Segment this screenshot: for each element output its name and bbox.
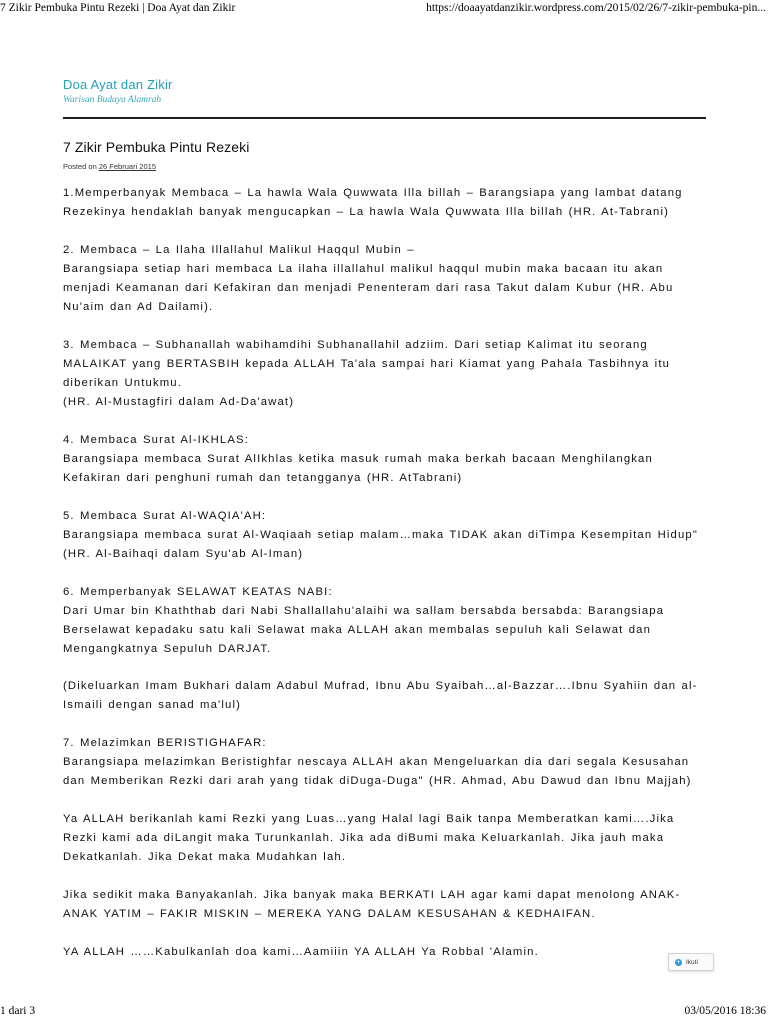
paragraph-line: 5. Membaca Surat Al-WAQIA'AH: [63,510,267,522]
post-paragraph: Jika sedikit maka Banyakanlah. Jika banyak maka BERKATI LAH agar kami dapat menolong ANAK-ANAK YATIM – FAKIR MISKIN – MEREKA YANG DALAM KESUSAHAN & KEDHAIFAN. [63,889,681,920]
post-paragraph: YA ALLAH ……Kabulkanlah doa kami…Aamiiin YA ALLAH Ya Robbal 'Alamin. [63,946,539,958]
post-meta [63,162,713,171]
post-paragraph: Ya ALLAH berikanlah kami Rezki yang Luas…yang Halal lagi Baik tanpa Memberatkan kami….Jika Rezki kami ada diLangit maka Turunkanlah. Jika ada diBumi maka Keluarkanlah. Jika jauh maka Dekatkanlah. Jika Dekat maka Mudahkan lah. [63,813,675,863]
posted-on-label: Posted on [63,162,97,171]
paragraph-line: Barangsiapa membaca surat Al-Waqiaah setiap malam…maka TIDAK akan diTimpa Kesempitan Hidup" (HR. Al-Baihaqi dalam Syu'ab Al-Iman) [63,529,699,560]
paragraph-line: 3. Membaca – Subhanallah wabihamdihi Subhanallahil adziim. Dari setiap Kalimat itu seorang MALAIKAT yang BERTASBIH kepada ALLAH Ta'ala sampai hari Kiamat yang Pahala Tasbihnya itu diberikan Untukmu. [63,339,671,389]
post-article [63,139,713,981]
post-paragraph: (Dikeluarkan Imam Bukhari dalam Adabul Mufrad, Ibnu Abu Syaibah…al-Bazzar….Ibnu Syahiin dan al-Ismaili dengan sanad ma'lul) [63,680,698,711]
post-paragraph [63,241,713,317]
paragraph-line: 6. Memperbanyak SELAWAT KEATAS NABI: [63,586,333,598]
post-title: 7 Zikir Pembuka Pintu Rezeki [63,139,250,155]
print-footer [0,1005,768,1023]
post-paragraph: 1.Memperbanyak Membaca – La hawla Wala Quwwata Illa billah – Barangsiapa yang lambat datang Rezekinya hendaklah banyak mengucapkan – La hawla Wala Quwwata Illa billah (HR. At-Tabrani) [63,187,683,218]
paragraph-line: Barangsiapa melazimkan Beristighfar nescaya ALLAH akan Mengeluarkan dia dari segala Kesusahan dan Memberikan Rezki dari arah yang tidak diDuga-Duga" (HR. Ahmad, Abu Dawud dan Ibnu Majjah) [63,756,692,787]
site-tagline: Warisan Budaya Alamrah [63,95,162,105]
paragraph-line: Dari Umar bin Khaththab dari Nabi Shallallahu'alaihi wa sallam bersabda bersabda: Barangsiapa Berselawat kepadaku satu kali Selawat maka ALLAH akan membalas sepuluh kali Selawat dan Mengangkatnya Sepuluh DARJAT. [63,605,665,655]
post-date-link[interactable]: 26 Februari 2015 [98,162,156,171]
post-paragraph [63,336,713,412]
paragraph-line: 2. Membaca – La Ilaha Illallahul Malikul Haqqul Mubin – [63,244,415,256]
post-content [63,184,713,962]
paragraph-line: 4. Membaca Surat Al-IKHLAS: [63,434,249,446]
post-paragraph [63,431,713,488]
print-header [0,0,768,18]
print-url: https://doaayatdanzikir.wordpress.com/2015/02/26/7-zikir-pembuka-pin... [426,2,766,14]
follow-label: Ikuti [686,958,698,966]
paragraph-line: Barangsiapa membaca Surat AlIkhlas ketika masuk rumah maka berkah bacaan Menghilangkan Kefakiran dari penghuni rumah dan tetangganya (HR. AtTabrani) [63,453,653,484]
post-paragraph [63,583,713,659]
follow-button[interactable] [668,953,714,971]
site-title-link[interactable]: Doa Ayat dan Zikir [63,77,173,92]
paragraph-line: (HR. Al-Mustagfiri dalam Ad-Da'awat) [63,396,295,408]
paragraph-line: Barangsiapa setiap hari membaca La ilaha illallahul malikul haqqul mubin maka bacaan itu akan menjadi Keamanan dari Kefakiran dan menjadi Penenteram dari rasa Takut dalam Kubur (HR. Abu Nu'aim dan Ad Dailami). [63,263,674,313]
post-paragraph [63,507,713,564]
page-indicator: 1 dari 3 [0,1005,36,1017]
header-divider [63,117,706,119]
plus-icon: + [676,958,681,966]
print-timestamp: 03/05/2016 18:36 [684,1005,766,1017]
site-header [63,77,173,105]
paragraph-line: 7. Melazimkan BERISTIGHAFAR: [63,737,267,749]
post-paragraph [63,734,713,791]
print-page-title: 7 Zikir Pembuka Pintu Rezeki | Doa Ayat dan Zikir [0,2,236,14]
